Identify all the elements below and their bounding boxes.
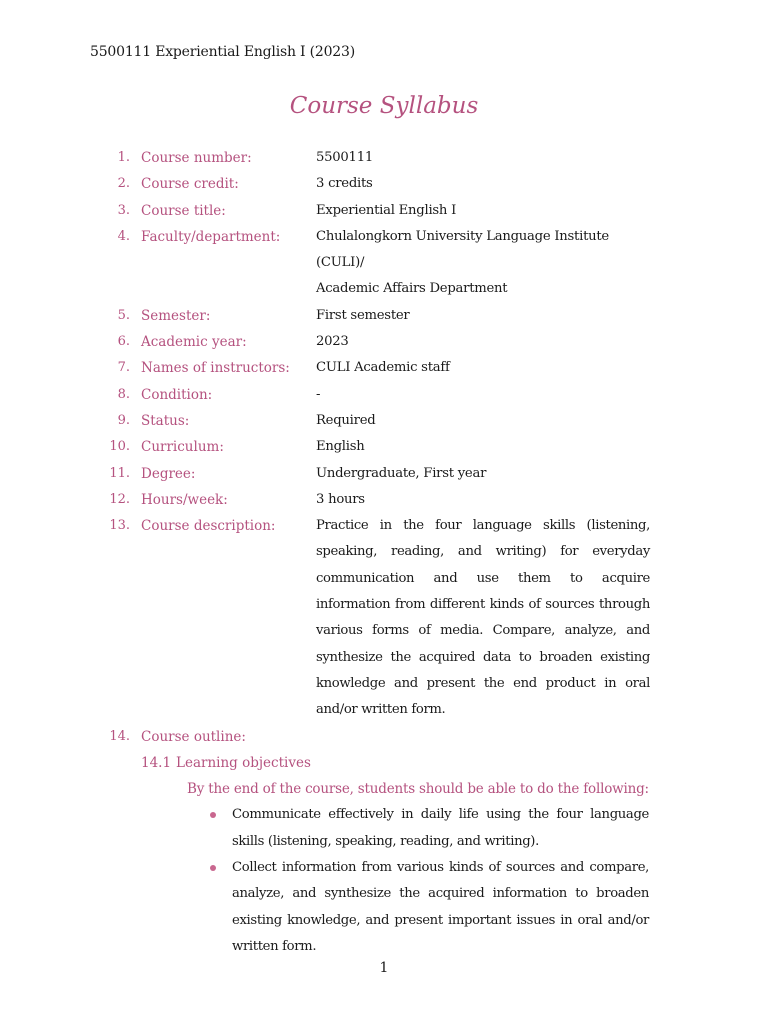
bullet-icon bbox=[210, 812, 216, 818]
item-number: 8. bbox=[117, 386, 130, 402]
item-number: 14. bbox=[109, 728, 130, 744]
list-item bbox=[0, 724, 768, 750]
list-item bbox=[0, 513, 768, 723]
item-label: Faculty/department: bbox=[141, 228, 281, 245]
objective-item bbox=[0, 855, 768, 960]
item-label: Names of instructors: bbox=[141, 360, 290, 377]
item-number: 9. bbox=[117, 412, 130, 428]
item-label: Curriculum: bbox=[141, 439, 224, 456]
item-value: 3 hours bbox=[316, 491, 365, 507]
list-item bbox=[0, 171, 768, 197]
item-number: 5. bbox=[117, 307, 130, 323]
item-value: First semester bbox=[316, 307, 410, 323]
item-label: Condition: bbox=[141, 386, 213, 403]
item-value: Chulalongkorn University Language Institute (CULI)/ Academic Affairs Department bbox=[316, 228, 609, 297]
item-label: Status: bbox=[141, 412, 190, 429]
list-item bbox=[0, 329, 768, 355]
item-number: 1. bbox=[117, 150, 130, 165]
running-header: 5500111 Experiential English I (2023) bbox=[90, 44, 355, 60]
list-item bbox=[0, 198, 768, 224]
item-value: Undergraduate, First year bbox=[316, 465, 487, 481]
course-description: Practice in the four language skills (listening, speaking, reading, and writing) for everyday communication and use them to acquire information from different kinds of sources through various forms of media. Compare, analyze, and synthesize the acquired data to broaden existing knowledge and present the end product in oral and/or written form. bbox=[316, 518, 650, 718]
outline-subsection bbox=[0, 750, 768, 776]
list-item bbox=[0, 224, 768, 303]
item-value: 3 credits bbox=[316, 176, 373, 192]
item-number: 3. bbox=[117, 202, 130, 218]
page-number: 1 bbox=[379, 960, 389, 976]
objectives-intro bbox=[0, 776, 768, 802]
list-item bbox=[0, 487, 768, 513]
item-label: Hours/week: bbox=[141, 491, 228, 508]
subsection-heading: Learning objectives bbox=[176, 754, 311, 771]
item-label: Course credit: bbox=[141, 176, 239, 193]
bullet-icon bbox=[210, 865, 216, 871]
subsection-number: 14.1 bbox=[141, 754, 172, 771]
objective-text: Communicate effectively in daily life using the four language skills (listening, speaking, reading, and writing). bbox=[232, 807, 649, 849]
item-label: Academic year: bbox=[141, 334, 247, 351]
item-value: Experiential English I bbox=[316, 202, 457, 218]
item-label: Degree: bbox=[141, 465, 196, 482]
syllabus-list bbox=[0, 145, 768, 960]
item-value: - bbox=[316, 386, 321, 402]
item-value: English bbox=[316, 439, 365, 455]
page-title: Course Syllabus bbox=[289, 93, 479, 119]
item-number: 6. bbox=[117, 334, 130, 350]
item-label: Course outline: bbox=[141, 728, 246, 745]
list-item bbox=[0, 408, 768, 434]
item-number: 13. bbox=[109, 518, 130, 534]
item-number: 4. bbox=[117, 228, 130, 244]
item-number: 7. bbox=[117, 360, 130, 376]
item-value: CULI Academic staff bbox=[316, 360, 450, 376]
item-number: 12. bbox=[109, 491, 130, 507]
item-value: 2023 bbox=[316, 334, 349, 350]
item-label: Semester: bbox=[141, 307, 211, 324]
item-number: 2. bbox=[117, 176, 130, 192]
objective-item bbox=[0, 802, 768, 855]
item-number: 11. bbox=[109, 465, 130, 481]
list-item bbox=[0, 382, 768, 408]
item-number: 10. bbox=[109, 439, 130, 455]
objectives-intro-text: By the end of the course, students should be able to do the following: bbox=[187, 781, 649, 798]
item-value: Required bbox=[316, 412, 376, 428]
item-label: Course title: bbox=[141, 202, 226, 219]
objective-text: Collect information from various kinds of sources and compare, analyze, and synthesize the acquired information to broaden existing knowledge, and present important issues in oral and/or written form. bbox=[232, 860, 649, 954]
list-item bbox=[0, 303, 768, 329]
list-item bbox=[0, 434, 768, 460]
item-label: Course description: bbox=[141, 518, 276, 535]
item-value: 5500111 bbox=[316, 150, 373, 165]
list-item bbox=[0, 355, 768, 381]
list-item bbox=[0, 461, 768, 487]
list-item bbox=[0, 145, 768, 171]
item-label: Course number: bbox=[141, 150, 252, 166]
